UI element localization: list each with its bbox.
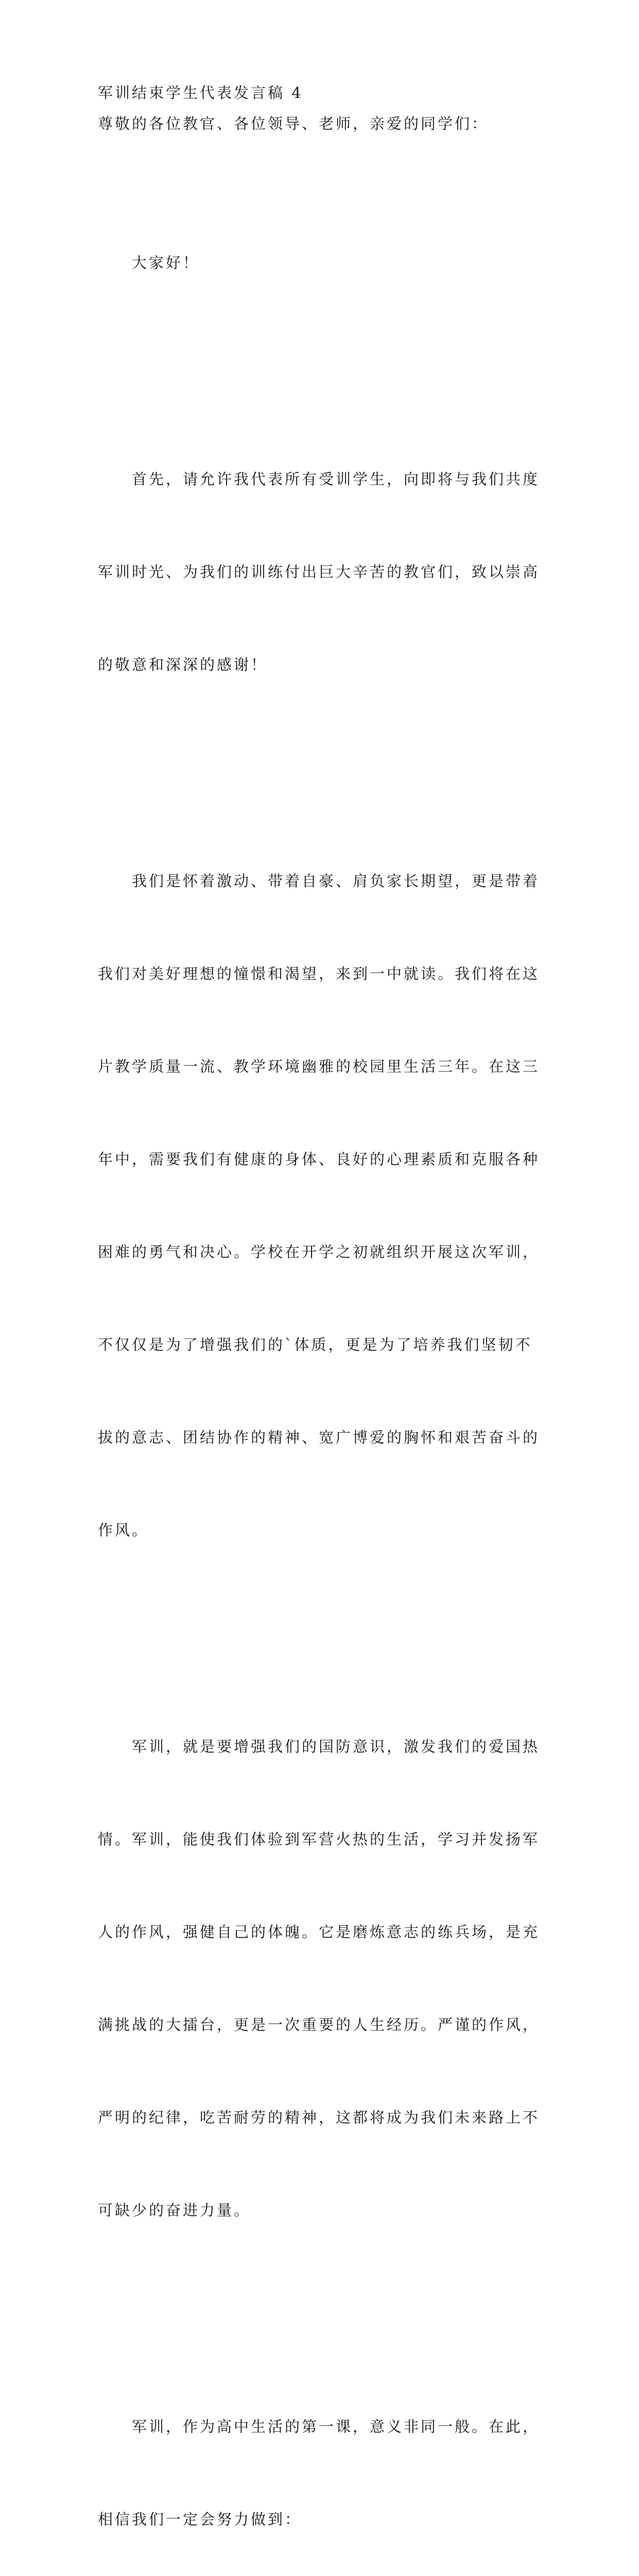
- text-line: 人的作风，强健自己的体魄。它是磨炼意志的练兵场，是充: [98, 1923, 540, 1941]
- text-line: 相信我们一定会努力做到：: [98, 2511, 302, 2528]
- paragraph-greeting: [98, 185, 545, 340]
- text-line: 困难的勇气和决心。学校在开学之初就组织开展这次军训，: [98, 1243, 540, 1261]
- salutation-line: 尊敬的各位教官、各位领导、老师，亲爱的同学们：: [98, 115, 489, 132]
- text-line: 军训，作为高中生活的第一课，意义非同一般。在此，: [98, 2418, 540, 2435]
- text-line: 首先，请允许我代表所有受训学生，向即将与我们共度: [98, 470, 540, 488]
- text-line: 的敬意和深深的感谢！: [98, 656, 268, 673]
- text-line: 大家好！: [98, 254, 200, 272]
- text-line: 不仅仅是为了增强我们的`体质，更是为了培养我们坚韧不: [98, 1336, 532, 1353]
- text-line: 军训，就是要增强我们的国防意识，激发我们的爱国热: [98, 1738, 540, 1755]
- text-line: 情。军训，能使我们体验到军营火热的生活，学习并发扬军: [98, 1831, 540, 1848]
- paragraph-purpose: [98, 804, 545, 1607]
- document-title: 军训结束学生代表发言稿 4: [98, 84, 303, 101]
- text-line: 我们对美好理想的憧憬和渴望，来到一中就读。我们将在这: [98, 965, 540, 982]
- text-line: 拔的意志、团结协作的精神、宽广博爱的胸怀和艰苦奋斗的: [98, 1429, 540, 1446]
- text-line: 可缺少的奋进力量。: [98, 2201, 251, 2219]
- text-line: 满挑战的大擂台，更是一次重要的人生经历。严谨的作风，: [98, 2016, 540, 2033]
- paragraph-commitment-intro: [98, 2349, 545, 2576]
- body-text: [98, 124, 545, 2576]
- text-line: 严明的纪律，吃苦耐劳的精神，这都将成为我们未来路上不: [98, 2109, 540, 2126]
- paragraph-thanks: [98, 402, 545, 742]
- text-line: 片教学质量一流、教学环境幽雅的校园里生活三年。在这三: [98, 1058, 540, 1075]
- paragraph-meaning: [98, 1669, 545, 2287]
- text-line: 年中，需要我们有健康的身体、良好的心理素质和克服各种: [98, 1150, 540, 1168]
- text-line: 我们是怀着激动、带着自豪、肩负家长期望，更是带着: [98, 872, 540, 890]
- text-line: 军训时光、为我们的训练付出巨大辛苦的教官们，致以崇高: [98, 563, 540, 581]
- text-line: 作风。: [98, 1521, 149, 1539]
